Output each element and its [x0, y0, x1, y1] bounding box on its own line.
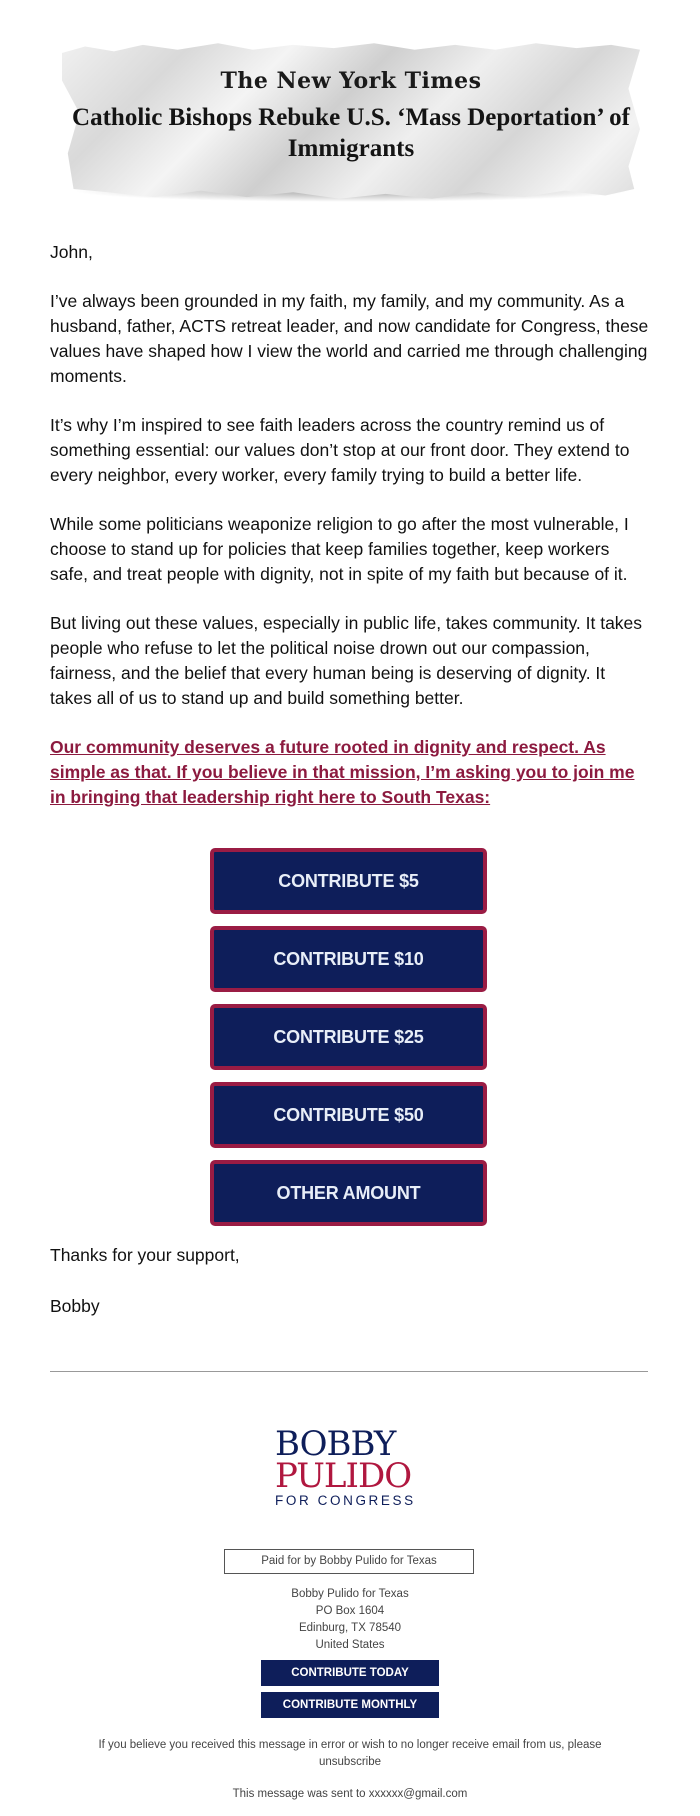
email-body	[50, 240, 650, 834]
paragraph-1: I’ve always been grounded in my faith, my family, and my community. As a husband, father, ACTS retreat leader, and now candidate for Congress, these values have shaped how I view the world and carried me through challenging moments.	[50, 291, 649, 386]
paragraph-3: While some politicians weaponize religion to go after the most vulnerable, I choose to stand up for policies that keep families together, keep workers safe, and treat people with dignity, not in spite of my faith but because of it.	[50, 514, 629, 584]
clipping-headline: Catholic Bishops Rebuke U.S. ‘Mass Deportation’ of Immigrants	[72, 104, 630, 162]
unsubscribe-text: If you believe you received this message in error or wish to no longer receive email from us, please	[98, 1739, 602, 1751]
address-name: Bobby Pulido for Texas	[291, 1588, 409, 1600]
signoff	[50, 1243, 240, 1319]
logo-line-bobby: BOBBY	[275, 1424, 396, 1464]
address-city: Edinburg, TX 78540	[298, 1622, 402, 1634]
sent-to-prefix: This message was sent to	[232, 1788, 369, 1800]
cta-paragraph	[50, 735, 650, 810]
cta-link[interactable]: Our community deserves a future rooted in dignity and respect. As simple as that. If you believe in that mission, I’m asking you to join me in bringing that leadership right here to South Texas:	[50, 737, 635, 807]
contribute-25-button[interactable]: CONTRIBUTE $25	[210, 1004, 487, 1070]
greeting: John,	[50, 242, 93, 262]
address-street: PO Box 1604	[315, 1605, 385, 1617]
address-country: United States	[315, 1639, 385, 1651]
campaign-logo	[275, 1424, 425, 1509]
unsubscribe-link[interactable]: unsubscribe	[318, 1756, 381, 1768]
newspaper-clipping-image	[62, 40, 640, 202]
contribute-today-button[interactable]: CONTRIBUTE TODAY	[261, 1660, 439, 1686]
mailing-address	[200, 1586, 500, 1654]
contribute-10-button[interactable]: CONTRIBUTE $10	[210, 926, 487, 992]
paragraph-4: But living out these values, especially in public life, takes community. It takes people who refuse to let the political noise drown out our compassion, fairness, and the belief that every human being is deserving of dignity. It takes all of us to stand up and build something better.	[50, 613, 643, 708]
closing: Thanks for your support,	[50, 1245, 240, 1265]
donate-button-stack	[210, 848, 490, 1238]
contribute-50-button[interactable]: CONTRIBUTE $50	[210, 1082, 487, 1148]
signature: Bobby	[50, 1296, 100, 1316]
unsubscribe-notice	[70, 1737, 630, 1771]
other-amount-button[interactable]: OTHER AMOUNT	[210, 1160, 487, 1226]
logo-line-for-congress: FOR CONGRESS	[275, 1493, 416, 1508]
paid-for-disclaimer: Paid for by Bobby Pulido for Texas	[224, 1549, 474, 1574]
nyt-masthead: The New York Times	[220, 68, 482, 94]
logo-line-pulido: PULIDO	[275, 1456, 412, 1496]
sent-to-email: xxxxxx@gmail.com	[368, 1788, 468, 1800]
contribute-monthly-button[interactable]: CONTRIBUTE MONTHLY	[261, 1692, 439, 1718]
contribute-5-button[interactable]: CONTRIBUTE $5	[210, 848, 487, 914]
footer-divider	[50, 1371, 648, 1372]
paragraph-2: It’s why I’m inspired to see faith leaders across the country remind us of something essential: our values don’t stop at our front door. They extend to every neighbor, every worker, every family trying to build a better life.	[50, 415, 630, 485]
sent-to-notice	[70, 1786, 630, 1803]
